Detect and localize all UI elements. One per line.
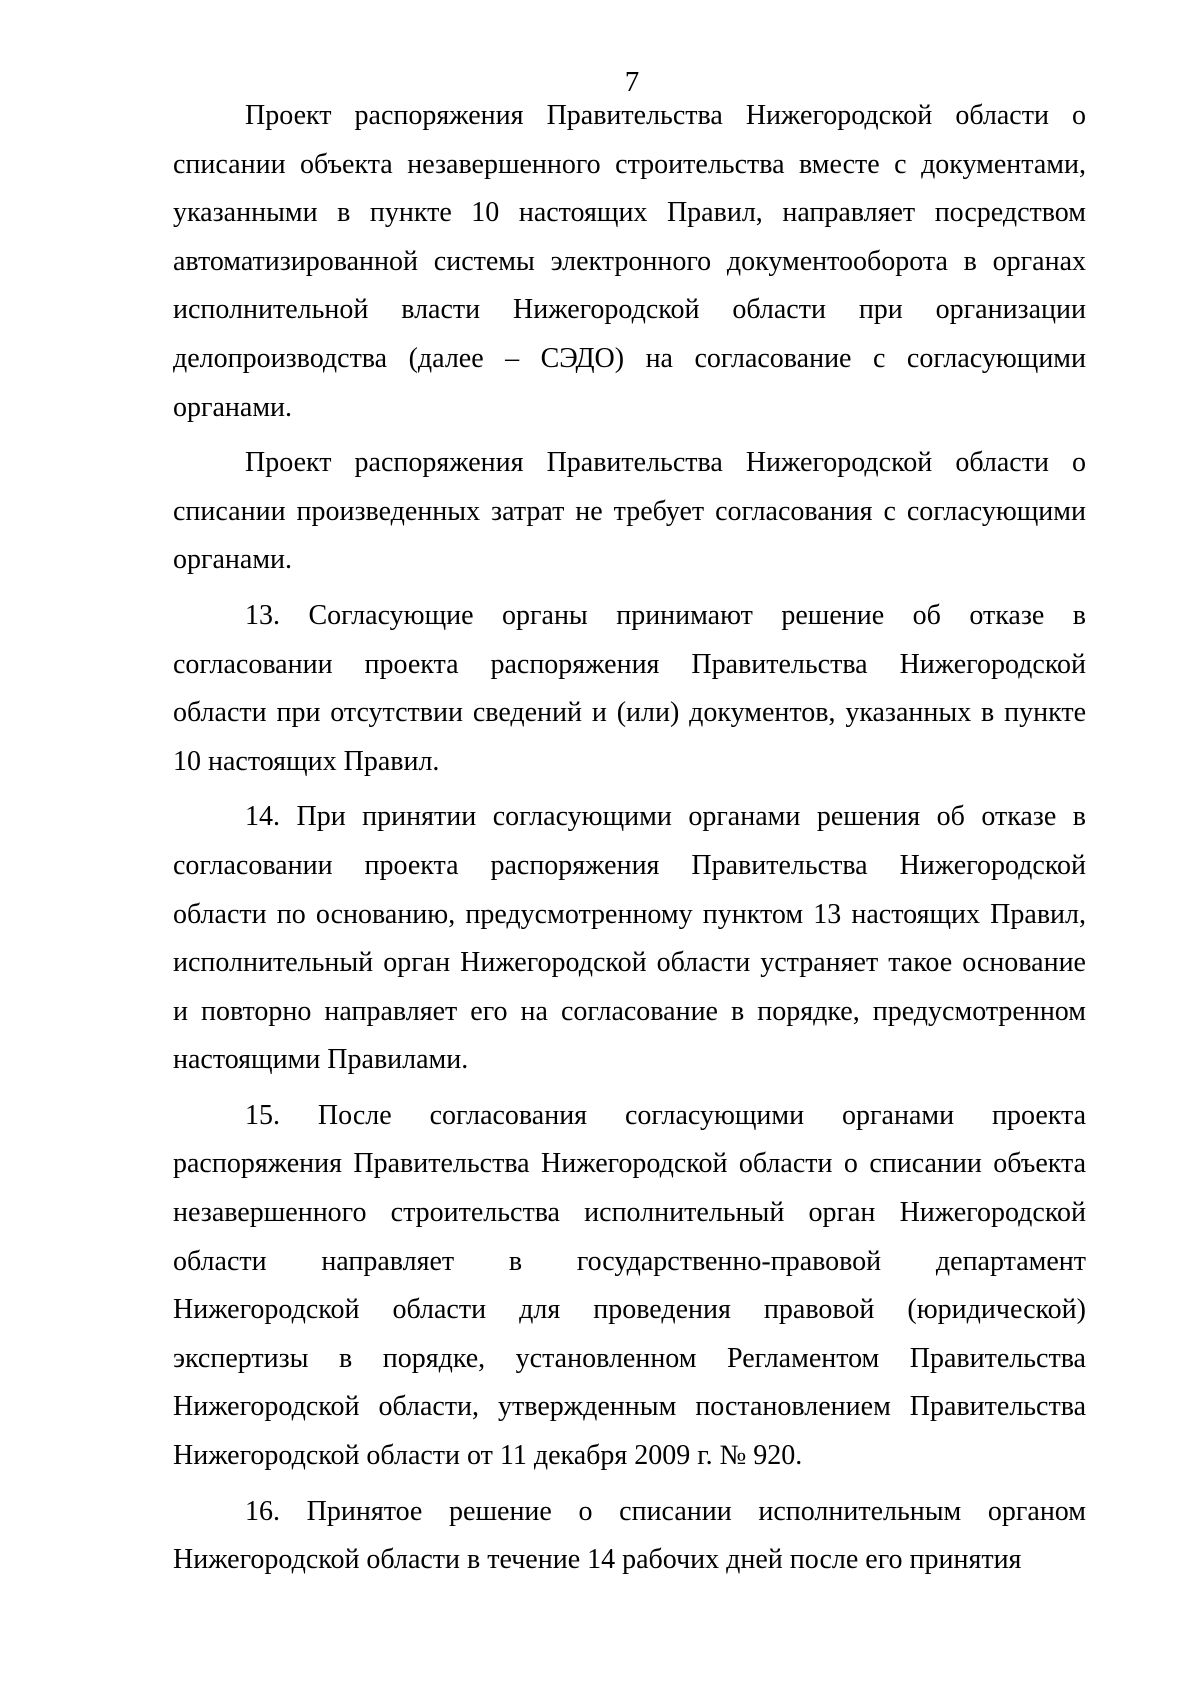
paragraph-item-13: 13. Согласующие органы принимают решение об отказе в согласовании проекта распоряжения Правительства Нижегородской области при отсутствии сведений и (или) документов, указанных в пункте 10 настоящих Правил.	[173, 599, 1086, 777]
page-number: 7	[624, 66, 640, 98]
paragraph-item-16: 16. Принятое решение о списании исполнительным органом Нижегородской области в течение 14 рабочих дней после его принятия	[173, 1495, 1086, 1576]
paragraph-item-15: 15. После согласования согласующими органами проекта распоряжения Правительства Нижегородской области о списании объекта незавершенного строительства исполнительный орган Нижегородской области направляет в государственно-правовой департамент Нижегородской области для проведения правовой (юридической) экспертизы в порядке, установленном Регламентом Правительства Нижегородской области, утвержденным постановлением Правительства Нижегородской области от 11 декабря 2009 г. № 920.	[173, 1099, 1086, 1472]
paragraph-item-14: 14. При принятии согласующими органами решения об отказе в согласовании проекта распоряжения Правительства Нижегородской области по основанию, предусмотренному пунктом 13 настоящих Правил, исполнительный орган Нижегородской области устраняет такое основание и повторно направляет его на согласование в порядке, предусмотренном настоящими Правилами.	[173, 801, 1086, 1076]
paragraph-intro-draft-approval: Проект распоряжения Правительства Нижегородской области о списании объекта незавершенного строительства вместе с документами, указанными в пункте 10 настоящих Правил, направляет посредством автоматизированной системы электронного документооборота в органах исполнительной власти Нижегородской области при организации делопроизводства (далее – СЭДО) на согласование с согласующими органами.	[173, 100, 1086, 423]
document-body	[173, 92, 1086, 1585]
paragraph-costs-writeoff: Проект распоряжения Правительства Нижегородской области о списании произведенных затрат не требует согласования с согласующими органами.	[173, 447, 1086, 576]
